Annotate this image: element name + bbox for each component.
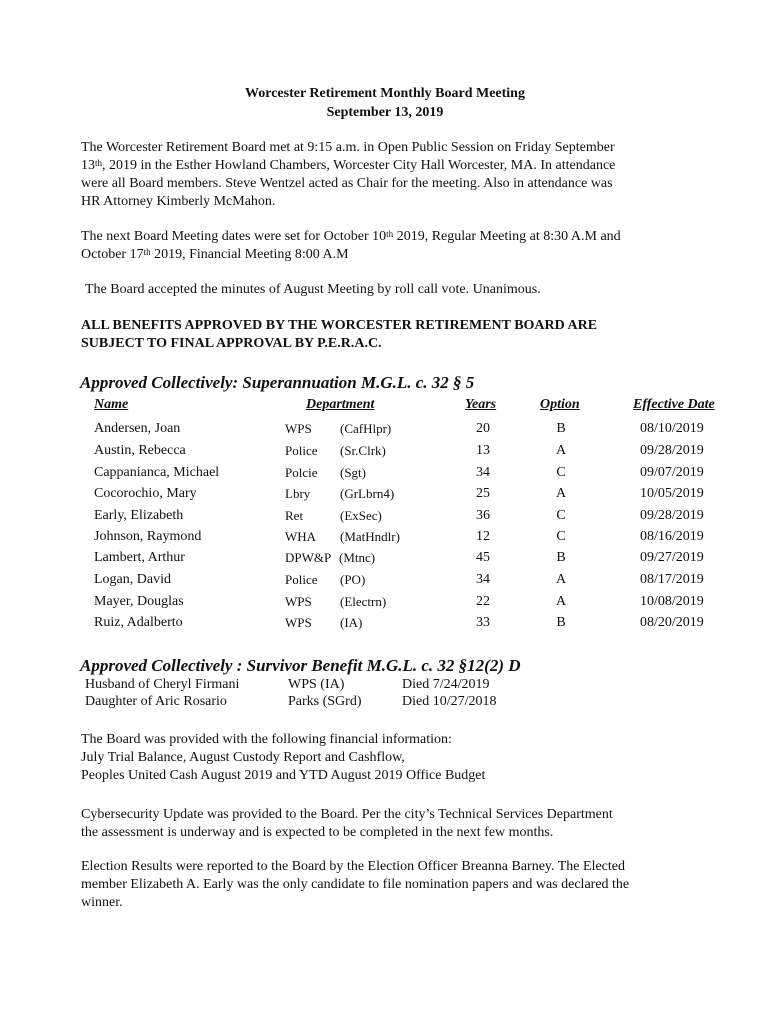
benefits-notice-line-1: ALL BENEFITS APPROVED BY THE WORCESTER RETIREMENT BOARD ARE <box>81 318 598 333</box>
column-header-department: Department <box>306 397 375 412</box>
retiree-name: Johnson, Raymond <box>94 529 202 544</box>
election-line-1: Election Results were reported to the Board by the Election Officer Breanna Barney. The Elected <box>81 859 625 874</box>
retiree-option: A <box>555 594 567 609</box>
retiree-name: Cappanianca, Michael <box>94 465 220 480</box>
financial-line-2: July Trial Balance, August Custody Report and Cashflow, <box>81 750 405 765</box>
retiree-effective-date: 10/05/2019 <box>640 486 704 501</box>
retiree-effective-date: 10/08/2019 <box>640 594 704 609</box>
retiree-years: 20 <box>476 421 490 436</box>
financial-line-3: Peoples United Cash August 2019 and YTD August 2019 Office Budget <box>81 768 486 783</box>
table-row <box>0 615 770 635</box>
table-row <box>0 529 770 549</box>
retiree-effective-date: 09/27/2019 <box>640 550 704 565</box>
intro-line-2: 13th, 2019 in the Esther Howland Chambers, Worcester City Hall Worcester, MA. In attendance <box>81 158 616 173</box>
table-row <box>0 594 770 614</box>
retiree-effective-date: 08/17/2019 <box>640 572 704 587</box>
retiree-name: Ruiz, Adalberto <box>94 615 183 630</box>
intro-line-4: HR Attorney Kimberly McMahon. <box>81 194 276 209</box>
retiree-years: 34 <box>476 572 490 587</box>
intro-paragraph <box>81 139 681 211</box>
column-header-name: Name <box>94 397 129 412</box>
next-meeting-line-1: The next Board Meeting dates were set for October 10th 2019, Regular Meeting at 8:30 A.M and <box>81 229 621 244</box>
retiree-name: Cocorochio, Mary <box>94 486 197 501</box>
retiree-position: (Electrn) <box>340 594 387 609</box>
retiree-department: WHA <box>285 529 317 544</box>
retiree-years: 13 <box>476 443 490 458</box>
retiree-department: Polcie <box>285 465 318 480</box>
retiree-name: Early, Elizabeth <box>94 508 184 523</box>
retiree-name: Mayer, Douglas <box>94 594 184 609</box>
retiree-department: WPS <box>285 421 312 436</box>
retiree-option: C <box>556 465 566 480</box>
retiree-department: Ret <box>285 508 304 523</box>
table-row <box>0 550 770 570</box>
cybersecurity-line-2: the assessment is underway and is expected to be completed in the next few months. <box>81 825 554 840</box>
document-date: September 13, 2019 <box>326 105 444 120</box>
retiree-option: C <box>556 529 566 544</box>
next-meeting-paragraph <box>81 228 681 264</box>
retiree-department: DPW&P <box>285 550 332 565</box>
election-line-2: member Elizabeth A. Early was the only candidate to file nomination papers and was declared the <box>81 877 630 892</box>
retiree-effective-date: 09/07/2019 <box>640 465 704 480</box>
superannuation-title: Approved Collectively: Superannuation M.G.L. c. 32 § 5 <box>80 373 475 392</box>
survivor-died-date: Died 7/24/2019 <box>402 677 490 692</box>
column-header-effective-date: Effective Date <box>633 397 715 412</box>
retiree-position: (CafHlpr) <box>340 421 392 436</box>
retiree-position: (GrLbrn4) <box>340 486 395 501</box>
survivor-department: WPS (IA) <box>288 677 345 692</box>
retiree-position: (IA) <box>340 615 363 630</box>
retiree-years: 36 <box>476 508 490 523</box>
retiree-name: Logan, David <box>94 572 171 587</box>
election-line-3: winner. <box>81 895 123 910</box>
column-header-option: Option <box>540 397 580 412</box>
retiree-name: Andersen, Joan <box>94 421 181 436</box>
cybersecurity-paragraph <box>81 806 681 842</box>
retiree-years: 34 <box>476 465 490 480</box>
retiree-years: 12 <box>476 529 490 544</box>
retiree-department: Police <box>285 572 318 587</box>
table-row <box>0 421 770 441</box>
intro-line-1: The Worcester Retirement Board met at 9:15 a.m. in Open Public Session on Friday September <box>81 140 615 155</box>
survivor-benefit-title: Approved Collectively : Survivor Benefit M.G.L. c. 32 §12(2) D <box>80 656 521 675</box>
election-paragraph <box>81 858 681 912</box>
retiree-option: A <box>555 443 567 458</box>
retiree-position: (Sr.Clrk) <box>340 443 386 458</box>
retiree-option: B <box>556 550 566 565</box>
retiree-effective-date: 08/10/2019 <box>640 421 704 436</box>
table-row <box>0 572 770 592</box>
retiree-name: Austin, Rebecca <box>94 443 186 458</box>
retiree-option: A <box>555 486 567 501</box>
survivor-died-date: Died 10/27/2018 <box>402 694 497 709</box>
retiree-effective-date: 08/20/2019 <box>640 615 704 630</box>
survivor-name: Husband of Cheryl Firmani <box>85 677 240 692</box>
minutes-statement: The Board accepted the minutes of August Meeting by roll call vote. Unanimous. <box>85 282 541 297</box>
retiree-position: (PO) <box>340 572 366 587</box>
retiree-effective-date: 09/28/2019 <box>640 508 704 523</box>
financial-paragraph <box>81 731 681 785</box>
retiree-years: 45 <box>476 550 490 565</box>
benefits-notice-line-2: SUBJECT TO FINAL APPROVAL BY P.E.R.A.C. <box>81 336 382 351</box>
retiree-years: 25 <box>476 486 490 501</box>
document-title: Worcester Retirement Monthly Board Meeting <box>245 86 525 101</box>
retiree-option: B <box>556 421 566 436</box>
cybersecurity-line-1: Cybersecurity Update was provided to the Board. Per the city’s Technical Services Department <box>81 807 613 822</box>
survivor-name: Daughter of Aric Rosario <box>85 694 227 709</box>
table-row <box>0 508 770 528</box>
table-row <box>0 465 770 485</box>
retiree-effective-date: 09/28/2019 <box>640 443 704 458</box>
retiree-years: 33 <box>476 615 490 630</box>
retiree-department: Lbry <box>285 486 311 501</box>
list-item <box>0 694 770 712</box>
table-row <box>0 443 770 463</box>
retiree-position: (ExSec) <box>340 508 382 523</box>
retiree-department: WPS <box>285 615 312 630</box>
survivor-department: Parks (SGrd) <box>288 694 362 709</box>
financial-line-1: The Board was provided with the following financial information: <box>81 732 452 747</box>
column-header-years: Years <box>465 397 497 412</box>
retiree-option: B <box>556 615 566 630</box>
retiree-years: 22 <box>476 594 490 609</box>
list-item <box>0 677 770 695</box>
retiree-position: (MatHndlr) <box>340 529 400 544</box>
intro-line-3: were all Board members. Steve Wentzel acted as Chair for the meeting. Also in attendance was <box>81 176 613 191</box>
retiree-department: WPS <box>285 594 312 609</box>
retiree-option: C <box>556 508 566 523</box>
retiree-position: (Sgt) <box>340 465 366 480</box>
retiree-name: Lambert, Arthur <box>94 550 185 565</box>
retiree-department: Police <box>285 443 318 458</box>
retiree-position: (Mtnc) <box>339 550 376 565</box>
next-meeting-line-2: October 17th 2019, Financial Meeting 8:00 A.M <box>81 247 349 262</box>
retiree-effective-date: 08/16/2019 <box>640 529 704 544</box>
table-row <box>0 486 770 506</box>
retiree-option: A <box>555 572 567 587</box>
